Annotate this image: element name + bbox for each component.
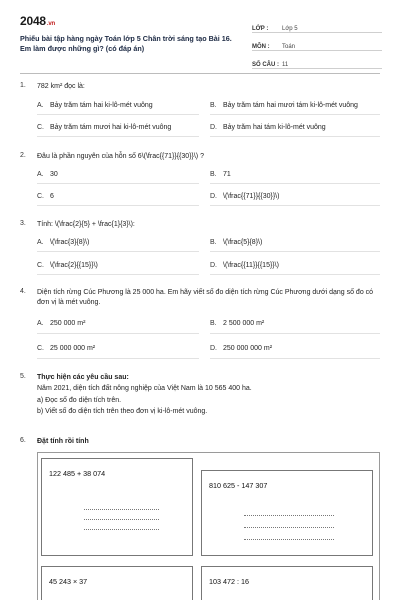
option-letter: B. <box>210 320 217 327</box>
option-underline <box>37 205 199 206</box>
option-text: Bảy trăm tám hai ki-lô-mét vuông <box>50 102 153 109</box>
option-c[interactable] <box>37 124 171 131</box>
option-letter: C. <box>37 345 44 352</box>
option-text: \(\frac{5}{8}\) <box>223 239 263 246</box>
question-number: 5. <box>20 373 26 380</box>
option-text: 250 000 m² <box>50 320 86 327</box>
calc-expression: 810 625 - 147 307 <box>209 481 268 490</box>
meta-label: SỐ CÂU : <box>252 62 279 68</box>
option-letter: D. <box>210 345 217 352</box>
option-text: 30 <box>50 171 58 178</box>
question-number: 1. <box>20 82 26 89</box>
answer-dotted-line[interactable] <box>244 515 334 516</box>
question-text: Tính: \(\frac{2}{5} + \frac{1}{3}\): <box>37 221 135 228</box>
option-underline <box>210 183 380 184</box>
option-underline <box>37 274 199 275</box>
question-text: 782 km² đọc là: <box>37 83 85 90</box>
calc-card[interactable] <box>41 458 193 556</box>
option-b[interactable] <box>210 171 231 178</box>
option-letter: B. <box>210 239 217 246</box>
option-letter: D. <box>210 262 217 269</box>
question-number: 2. <box>20 152 26 159</box>
logo-suffix: .vn <box>46 21 55 27</box>
option-underline <box>37 183 199 184</box>
calc-expression: 45 243 × 37 <box>49 577 88 586</box>
option-underline <box>210 136 380 137</box>
option-letter: A. <box>37 239 44 246</box>
question-line: Năm 2021, diện tích đất nông nghiệp của Việt Nam là 10 565 400 ha. <box>37 385 252 392</box>
option-letter: A. <box>37 171 44 178</box>
question-text: Diện tích rừng Cúc Phương là 25 000 ha. Em hãy viết số đo diện tích rừng Cúc Phương dưới dạng số đo có đơn vị là mét vuông. <box>37 289 374 306</box>
question-text: Đâu là phần nguyên của hỗn số 6\(\frac{{71}}{{30}}\) ? <box>37 153 204 160</box>
option-a[interactable] <box>37 102 153 109</box>
option-text: \(\frac{{71}}{{30}}\) <box>223 193 280 200</box>
answer-dotted-line[interactable] <box>244 527 334 528</box>
option-text: 71 <box>223 171 231 178</box>
answer-dotted-line[interactable] <box>244 539 334 540</box>
option-b[interactable] <box>210 320 264 327</box>
option-letter: C. <box>37 262 44 269</box>
option-underline <box>37 136 199 137</box>
answer-dotted-line[interactable] <box>84 509 159 510</box>
meta-value: 11 <box>282 62 289 68</box>
calc-card[interactable] <box>201 470 373 556</box>
option-letter: A. <box>37 102 44 109</box>
option-c[interactable] <box>37 345 95 352</box>
option-text: \(\frac{{11}}{{15}}\) <box>223 262 279 269</box>
option-underline <box>210 251 380 252</box>
option-underline <box>210 205 380 206</box>
option-underline <box>37 358 199 359</box>
option-letter: C. <box>37 124 44 131</box>
site-logo[interactable]: 2048.vn <box>20 14 55 28</box>
option-underline <box>37 333 199 334</box>
option-d[interactable] <box>210 262 279 269</box>
worksheet-meta <box>252 15 382 69</box>
option-text: 6 <box>50 193 54 200</box>
question-number: 6. <box>20 437 26 444</box>
option-letter: C. <box>37 193 44 200</box>
meta-label: LỚP : <box>252 26 269 32</box>
calc-expression: 122 485 + 38 074 <box>49 469 106 478</box>
option-text: Bảy trăm hai tám ki-lô-mét vuông <box>223 124 326 131</box>
option-text: Bảy trăm tám hai mươi tám ki-lô-mét vuông <box>223 102 358 109</box>
calc-expression: 103 472 : 16 <box>209 577 249 586</box>
option-underline <box>210 274 380 275</box>
option-text: 250 000 000 m² <box>223 345 273 352</box>
option-d[interactable] <box>210 345 272 352</box>
worksheet-header <box>0 0 400 72</box>
option-underline <box>37 114 199 115</box>
option-letter: D. <box>210 193 217 200</box>
question-number: 4. <box>20 288 26 295</box>
meta-value: Toán <box>282 44 296 50</box>
option-text: 25 000 000 m² <box>50 345 96 352</box>
question-number: 3. <box>20 220 26 227</box>
option-underline <box>210 114 380 115</box>
calc-card[interactable] <box>41 566 193 600</box>
option-a[interactable] <box>37 239 89 246</box>
option-a[interactable] <box>37 320 85 327</box>
question-line: b) Viết số đo diện tích trên theo đơn vị ki-lô-mét vuông. <box>37 408 208 415</box>
option-d[interactable] <box>210 193 279 200</box>
option-letter: A. <box>37 320 44 327</box>
meta-label: MÔN : <box>252 44 270 50</box>
option-underline <box>210 333 380 334</box>
option-d[interactable] <box>210 124 326 131</box>
option-letter: D. <box>210 124 217 131</box>
meta-grade <box>252 15 382 33</box>
worksheet-title: Phiếu bài tập hàng ngày Toán lớp 5 Chân trời sáng tạo Bài 16. Em làm được những gì? (có đáp án) <box>20 34 232 53</box>
option-a[interactable] <box>37 171 58 178</box>
meta-subject <box>252 33 382 51</box>
answer-dotted-line[interactable] <box>84 529 159 530</box>
option-b[interactable] <box>210 239 262 246</box>
calc-card[interactable] <box>201 566 373 600</box>
option-c[interactable] <box>37 262 98 269</box>
option-text: \(\frac{2}{{15}}\) <box>50 262 98 269</box>
option-underline <box>37 251 199 252</box>
option-c[interactable] <box>37 193 54 200</box>
question-text: Thực hiện các yêu cầu sau: <box>37 374 129 381</box>
header-divider <box>20 73 380 74</box>
option-underline <box>210 358 380 359</box>
question-text: Đặt tính rồi tính <box>37 438 89 445</box>
option-text: \(\frac{3}{8}\) <box>50 239 90 246</box>
option-text: 2 500 000 m² <box>223 320 265 327</box>
option-letter: B. <box>210 102 217 109</box>
answer-dotted-line[interactable] <box>84 519 159 520</box>
meta-question-count <box>252 51 382 69</box>
question-line: a) Đọc số đo diện tích trên. <box>37 397 122 404</box>
meta-value: Lớp 5 <box>282 26 298 32</box>
option-text: Bảy trăm tám mươi hai ki-lô-mét vuông <box>50 124 172 131</box>
option-letter: B. <box>210 171 217 178</box>
option-b[interactable] <box>210 102 358 109</box>
